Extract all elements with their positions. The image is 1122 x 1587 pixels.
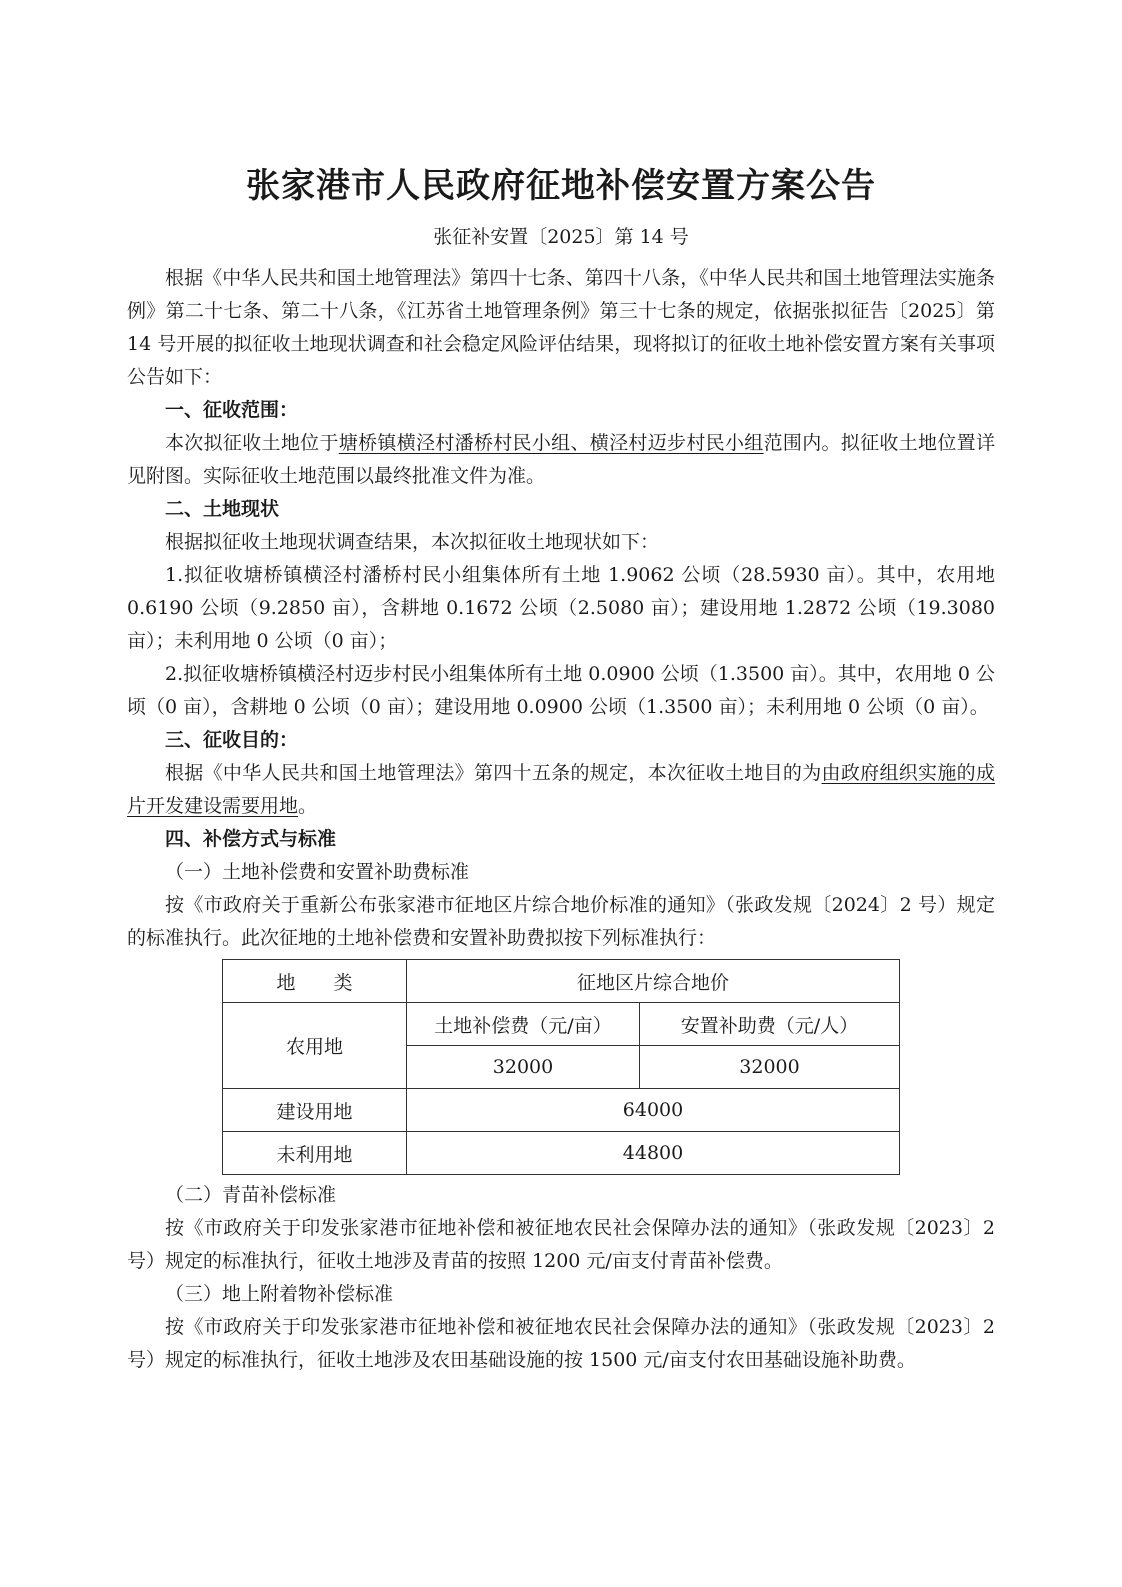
agricultural-land-compensation-value: 32000 [407,1046,640,1089]
intro-paragraph: 根据《中华人民共和国土地管理法》第四十七条、第四十八条，《中华人民共和国土地管理法实施条例》第二十七条、第二十八条，《江苏省土地管理条例》第三十七条的规定，依据张拟征告〔2025〕第 14 号开展的拟征收土地现状调查和社会稳定风险评估结果，现将拟订的征收土地补偿安置方案有关事项公告如下： [127,267,995,388]
section-2-heading: 二、土地现状 [165,498,280,520]
land-location: 塘桥镇横泾村潘桥村民小组、横泾村迈步村民小组 [338,432,764,454]
unused-land-value: 44800 [407,1132,900,1175]
table-header-row [223,960,900,1003]
row-label-construction: 建设用地 [223,1089,407,1132]
header-land-compensation: 土地补偿费（元/亩） [407,1003,640,1046]
construction-land-value: 64000 [407,1089,900,1132]
section-2-item-1: 1.拟征收塘桥镇横泾村潘桥村民小组集体所有土地 1.9062 公顷（28.5930 亩）。其中，农用地 0.6190 公顷（9.2850 亩），含耕地 0.1672 公顷（2.5080 亩）；建设用地 1.2872 公顷（19.3080 亩）；未利用地 0 公顷（0 亩）； [127,564,995,652]
table-row [223,1089,900,1132]
agricultural-resettlement-value: 32000 [640,1046,900,1089]
page-title: 张家港市人民政府征地补偿安置方案公告 [246,166,876,206]
section-1-post: 范围内。拟征收土地位置详见附图。实际征收土地范围以最终批准文件为准。 [127,432,995,487]
section-3-post: 。 [298,795,318,817]
section-3-text [127,757,995,823]
header-comprehensive-price: 征地区片综合地价 [407,960,900,1003]
section-1-text [127,427,995,493]
row-label-agricultural: 农用地 [223,1003,407,1089]
table-row [223,1003,900,1046]
header-resettlement-subsidy: 安置补助费（元/人） [640,1003,900,1046]
section-4-sub-1-heading: （一）土地补偿费和安置补助费标准 [165,861,470,883]
section-4-sub-1-text: 按《市政府关于重新公布张家港市征地区片综合地价标准的通知》（张政发规〔2024〕2 号）规定的标准执行。此次征地的土地补偿费和安置补助费拟按下列标准执行： [127,894,995,949]
section-4-sub-2-heading: （二）青苗补偿标准 [165,1184,337,1206]
section-4-sub-2-text: 按《市政府关于印发张家港市征地补偿和被征地农民社会保障办法的通知》（张政发规〔2023〕2 号）规定的标准执行，征收土地涉及青苗的按照 1200 元/亩支付青苗补偿费。 [127,1217,995,1272]
section-3-pre: 根据《中华人民共和国土地管理法》第四十五条的规定，本次征收土地目的为 [165,762,822,784]
section-4-sub-3-heading: （三）地上附着物补偿标准 [165,1283,394,1305]
section-3-heading: 三、征收目的： [165,729,299,751]
section-2-lead: 根据拟征收土地现状调查结果，本次拟征收土地现状如下： [165,531,660,553]
compensation-table [222,959,900,1175]
section-2-item-2: 2.拟征收塘桥镇横泾村迈步村民小组集体所有土地 0.0900 公顷（1.3500 亩）。其中，农用地 0 公顷（0 亩），含耕地 0 公顷（0 亩）；建设用地 0.0900 公顷（1.3500 亩）；未利用地 0 公顷（0 亩）。 [127,663,995,718]
header-land-type: 地 类 [223,960,407,1003]
acquisition-purpose: 由政府组织实施的成片开发建设需要用地 [127,762,995,817]
section-1-heading: 一、征收范围： [165,399,299,421]
section-4-sub-3-text: 按《市政府关于印发张家港市征地补偿和被征地农民社会保障办法的通知》（张政发规〔2023〕2 号）规定的标准执行，征收土地涉及农田基础设施的按 1500 元/亩支付农田基础设施补助费。 [127,1316,995,1371]
row-label-unused: 未利用地 [223,1132,407,1175]
section-1-pre: 本次拟征收土地位于 [165,432,339,454]
section-4-heading: 四、补偿方式与标准 [165,828,337,850]
announcement-body [127,262,995,1377]
document-number: 张征补安置〔2025〕第 14 号 [433,226,689,248]
table-row [223,1132,900,1175]
